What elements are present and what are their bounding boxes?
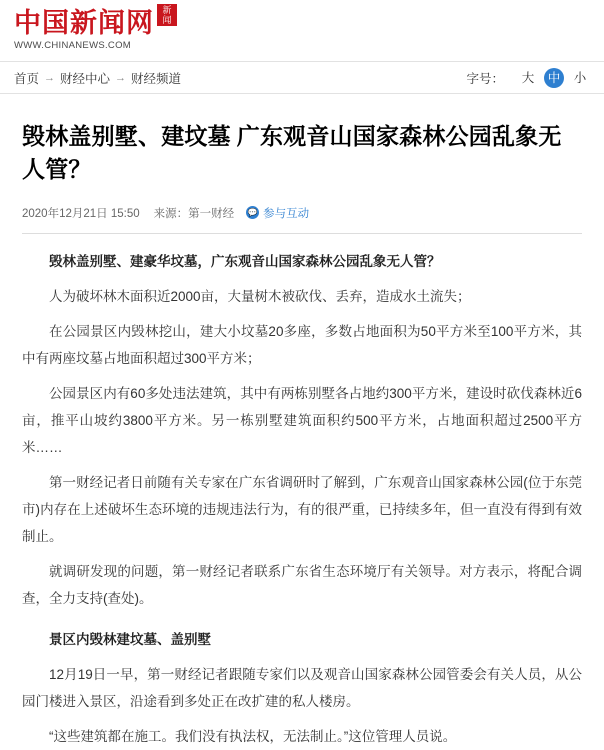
article-meta [22,205,582,221]
source-label: 来源： [153,207,189,220]
article-subheading: 景区内毁林建坟墓、盖别墅 [49,631,211,647]
font-size-small-button[interactable]: 小 [573,70,587,85]
article-paragraph: 公园景区内有60多处违法建筑，其中有两栋别墅各占地约300平方米，建设时砍伐森林近6亩，推平山坡约3800平方米。另一栋别墅建筑面积约500平方米，占地面积超过2500平方米…… [22,385,582,455]
article-paragraph: 就调研发现的问题，第一财经记者联系广东省生态环境厅有关领导。对方表示，将配合调查，全力支持(查处)。 [22,563,582,606]
font-size-medium-button[interactable]: 中 [544,68,564,88]
breadcrumb-item-home[interactable]: 首页 [14,71,40,86]
article-paragraph: 在公园景区内毁林挖山，建大小坟墓20多座，多数占地面积为50平方米至100平方米，其中有两座坟墓占地面积超过300平方米； [22,323,582,366]
article-paragraph: “这些建筑都在施工。我们没有执法权，无法制止。”这位管理人员说。 [49,728,457,744]
article-source [154,205,235,221]
site-url: WWW.CHINANEWS.COM [14,40,131,51]
font-size-large-button[interactable]: 大 [521,70,535,85]
participate-link[interactable] [246,205,309,221]
breadcrumb-separator: → [44,71,56,84]
logo-mark [14,4,177,38]
logo-badge: 新闻 [157,4,177,26]
article-paragraph: 毁林盖别墅、建豪华坟墓，广东观音山国家森林公园乱象无人管？ [49,253,441,269]
article [0,120,604,750]
article-paragraph: 12月19日一早，第一财经记者跟随专家们以及观音山国家森林公园管委会有关人员，从公园门楼进入景区，沿途看到多处正在改扩建的私人楼房。 [22,666,582,709]
breadcrumb-item-finance-center[interactable]: 财经中心 [60,71,111,86]
breadcrumb [14,69,181,87]
participate-label: 参与互动 [263,207,310,220]
article-body [22,234,582,750]
logo-text: 中国新闻网 [14,8,154,38]
breadcrumb-item-finance-channel[interactable]: 财经频道 [131,71,182,86]
breadcrumb-separator: → [115,71,127,84]
site-logo[interactable] [14,4,590,51]
speech-bubble-icon: 💬 [247,208,258,218]
publish-date: 2020年12月21日 15:50 [22,207,140,220]
page-title: 毁林盖别墅、建坟墓 广东观音山国家森林公园乱象无人管？ [22,124,562,183]
font-size-control [466,68,590,88]
article-paragraph: 人为破坏林木面积近2000亩，大量树木被砍伐、丢弃，造成水土流失； [49,288,471,304]
article-paragraph: 第一财经记者日前随有关专家在广东省调研时了解到，广东观音山国家森林公园(位于东莞市)内存在上述破坏生态环境的违规违法行为，有的很严重，已持续多年，但一直没有得到有效制止。 [22,474,582,544]
nav-bar [0,61,604,94]
source-name: 第一财经 [188,207,235,220]
font-size-label: 字号： [466,71,504,86]
site-header [0,0,604,57]
